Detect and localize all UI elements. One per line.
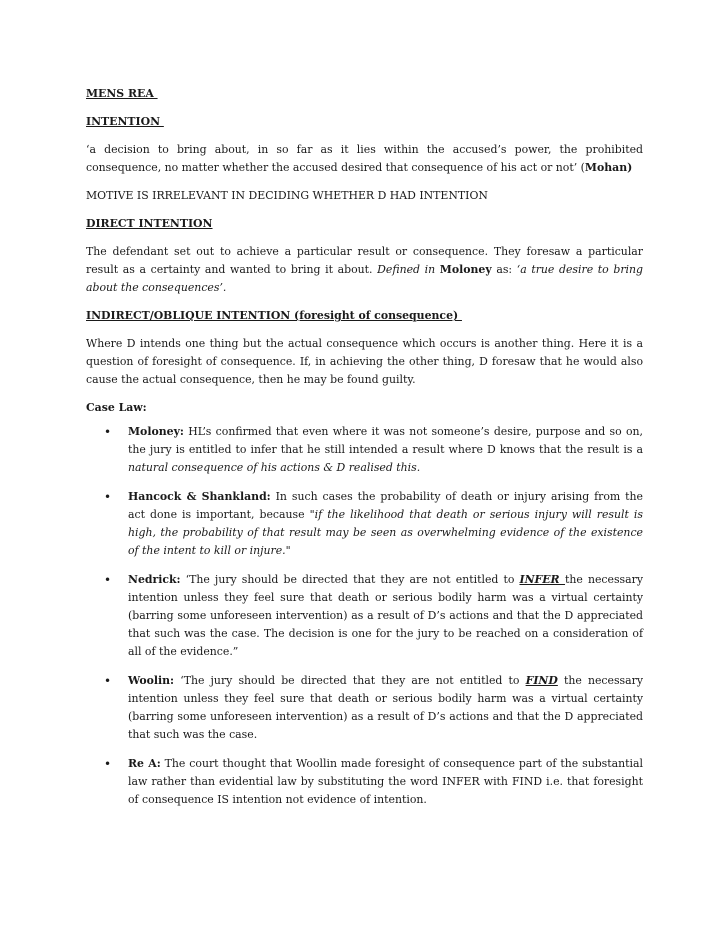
direct-intention-text [86, 243, 643, 297]
bullet-icon: • [104, 757, 112, 771]
case-text: In such cases the probability of death or injury arising from the act done is important, because [128, 490, 643, 521]
heading-indirect-intention: INDIRECT/OBLIQUE INTENTION (foresight of consequence) [86, 309, 462, 322]
list-item-re-a [86, 755, 643, 809]
case-emphasis: INFER [519, 573, 566, 586]
case-text-after: the necessary intention unless they feel sure that death or serious bodily harm was a virtual certainty (barring some unforeseen intervention) as a result of D’s actions and that the D appreciated that such was the case. [128, 674, 643, 741]
case-text-after: the necessary intention unless they feel sure that death or serious bodily harm was a virtual certainty (barring some unforeseen intervention) as a result of D’s actions and that the D appreciated that such was the case. The decision is one for the jury to be reached on a consideration of all of the evidence.” [128, 573, 643, 658]
case-name: Re A: [128, 757, 161, 770]
document-content [86, 85, 643, 820]
case-law-list [86, 423, 643, 809]
intention-definition [86, 141, 643, 177]
definition-quote: ‘a decision to bring about, in so far as it lies within the accused’s power, the prohibited consequence, no matter whether the accused desired that consequence of his act or not’ ( [86, 143, 643, 174]
list-item-moloney [86, 423, 643, 477]
case-emphasis: FIND [525, 674, 558, 687]
case-text: ‘The jury should be directed that they are not entitled to [180, 573, 520, 586]
bullet-icon: • [104, 490, 112, 504]
case-name: Nedrick: [128, 573, 181, 586]
case-name: Moloney: [128, 425, 184, 438]
bullet-icon: • [104, 573, 112, 587]
case-italic: natural consequence of his actions & D realised this. [128, 461, 421, 474]
heading-intention: INTENTION [86, 115, 164, 128]
list-item-hancock [86, 488, 643, 560]
heading-mens-rea: MENS REA [86, 87, 158, 100]
heading-case-law: Case Law: [86, 401, 147, 414]
direct-quote: ‘a true desire to bring about the consequences’. [86, 263, 644, 294]
bullet-icon: • [104, 674, 112, 688]
direct-as: as: [491, 263, 517, 276]
bullet-icon: • [104, 425, 112, 439]
indirect-intention-text: Where D intends one thing but the actual consequence which occurs is another thing. Here it is a question of foresight of consequence. If, in achieving the other thing, D foresaw that he would also cause the actual consequence, then he may be found guilty. [86, 337, 643, 386]
case-italic: "if the likelihood that death or serious injury will result is high, the probability of that result may be seen as overwhelming evidence of the existence of the intent to kill or injure." [128, 508, 643, 557]
case-name: Woolin: [128, 674, 175, 687]
case-text: The court thought that Woollin made foresight of consequence part of the substantial law rather than evidential law by substituting the word INFER with FIND i.e. that foresight of consequence IS intention not evidence of intention. [128, 757, 643, 806]
case-text: ‘The jury should be directed that they are not entitled to [174, 674, 526, 687]
case-text: HL’s confirmed that even where it was not someone’s desire, purpose and so on, the jury is entitled to infer that he still intended a result where D knows that the result is a [128, 425, 643, 456]
list-item-woolin [86, 672, 643, 744]
definition-source: Mohan) [584, 161, 633, 174]
heading-direct-intention: DIRECT INTENTION [86, 217, 213, 230]
case-name: Hancock & Shankland: [128, 490, 271, 503]
direct-body: The defendant set out to achieve a particular result or consequence. They foresaw a particular result as a certainty and wanted to bring it about. [86, 245, 643, 276]
motive-statement: MOTIVE IS IRRELEVANT IN DECIDING WHETHER D HAD INTENTION [86, 189, 488, 202]
direct-case-name: Moloney [439, 263, 492, 276]
list-item-nedrick [86, 571, 643, 661]
direct-defined-in: Defined in [377, 263, 440, 276]
